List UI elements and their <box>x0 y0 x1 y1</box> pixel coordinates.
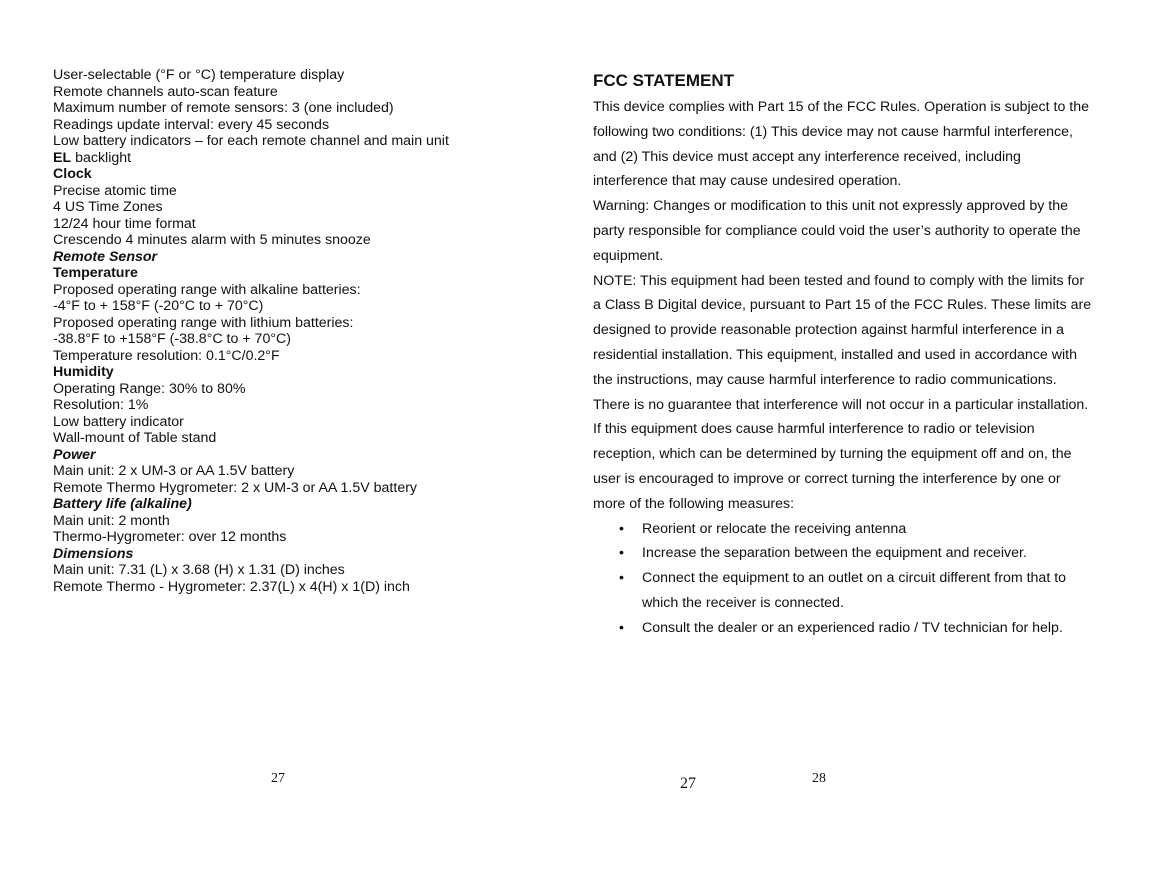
spec-heading: Remote Sensor <box>53 248 158 265</box>
spec-line: Proposed operating range with lithium batteries: <box>53 314 354 331</box>
fcc-statement <box>593 70 1092 641</box>
spec-heading: Temperature <box>53 265 138 281</box>
spec-line: Temperature resolution: 0.1°C/0.2°F <box>53 347 280 364</box>
spec-line: Main unit: 2 month <box>53 512 170 529</box>
fcc-text-line: and (2) This device must accept any interference received, including <box>593 148 1021 165</box>
fcc-text-line: more of the following measures: <box>593 495 795 512</box>
fcc-text-line: user is encouraged to improve or correct turning the interference by one or <box>593 470 1061 487</box>
spec-el-suffix: backlight <box>71 149 132 166</box>
fcc-text-line: There is no guarantee that interference will not occur in a particular installation. <box>593 396 1089 413</box>
spec-line: Maximum number of remote sensors: 3 (one included) <box>53 100 394 116</box>
spec-line: Crescendo 4 minutes alarm with 5 minutes snooze <box>53 232 371 248</box>
bullet-icon: • <box>619 570 624 587</box>
spec-line: 12/24 hour time format <box>53 215 196 232</box>
bullet-icon: • <box>619 619 624 636</box>
fcc-text-line: residential installation. This equipment, installed and used in accordance with <box>593 346 1077 363</box>
specifications-list <box>53 67 553 595</box>
fcc-text-line: following two conditions: (1) This device may not cause harmful interference, <box>593 123 1073 140</box>
fcc-text-line: equipment. <box>593 247 664 264</box>
page-number-center: 27 <box>680 775 696 792</box>
spec-line: Thermo-Hygrometer: over 12 months <box>53 529 287 545</box>
spec-line: Low battery indicator <box>53 413 184 430</box>
fcc-text-line: the instructions, may cause harmful interference to radio communications. <box>593 371 1057 388</box>
fcc-measure-text: which the receiver is connected. <box>642 594 844 611</box>
fcc-measure-text: Consult the dealer or an experienced radio / TV technician for help. <box>642 619 1063 636</box>
fcc-text-line: party responsible for compliance could void the user’s authority to operate the <box>593 222 1081 239</box>
fcc-text-line: NOTE: This equipment had been tested and found to comply with the limits for <box>593 272 1085 289</box>
spec-heading: Power <box>53 446 96 463</box>
fcc-body <box>593 95 1092 517</box>
spec-line: Remote channels auto-scan feature <box>53 83 278 100</box>
fcc-text-line: interference that may cause undesired operation. <box>593 173 902 190</box>
spec-line: Resolution: 1% <box>53 397 149 413</box>
fcc-title: FCC STATEMENT <box>593 71 735 90</box>
bullet-icon: • <box>619 520 624 537</box>
spec-line-backlight <box>53 150 553 167</box>
spec-line: Proposed operating range with alkaline batteries: <box>53 281 361 298</box>
fcc-text-line: Warning: Changes or modification to this unit not expressly approved by the <box>593 198 1069 215</box>
spec-line: Readings update interval: every 45 seconds <box>53 116 330 133</box>
page-number-left: 27 <box>271 771 285 786</box>
fcc-measure-item <box>593 541 1073 566</box>
spec-line: Main unit: 7.31 (L) x 3.68 (H) x 1.31 (D) inches <box>53 562 345 578</box>
fcc-measure-text: Reorient or relocate the receiving antenna <box>642 520 907 537</box>
fcc-measure-text: Connect the equipment to an outlet on a circuit different from that to <box>642 570 1067 587</box>
left-page <box>0 0 577 892</box>
fcc-text-line: If this equipment does cause harmful interference to radio or television <box>593 421 1035 438</box>
fcc-text-line: designed to provide reasonable protection against harmful interference in a <box>593 322 1064 339</box>
fcc-text-line: a Class B Digital device, pursuant to Part 15 of the FCC Rules. These limits are <box>593 297 1092 314</box>
fcc-measure-text: Increase the separation between the equipment and receiver. <box>642 545 1027 562</box>
spec-line: Remote Thermo Hygrometer: 2 x UM-3 or AA 1.5V battery <box>53 479 418 496</box>
spec-line: -4°F to + 158°F (-20°C to + 70°C) <box>53 298 264 314</box>
spec-line: Main unit: 2 x UM-3 or AA 1.5V battery <box>53 463 295 479</box>
spec-heading: Battery life (alkaline) <box>53 496 192 512</box>
fcc-measure-item <box>593 566 1073 616</box>
spec-line: User-selectable (°F or °C) temperature display <box>53 67 345 83</box>
fcc-text-line: This device complies with Part 15 of the FCC Rules. Operation is subject to the <box>593 99 1089 115</box>
fcc-measure-item <box>593 517 1073 542</box>
spec-line: -38.8°F to +158°F (-38.8°C to + 70°C) <box>53 331 291 347</box>
spec-line: Wall-mount of Table stand <box>53 430 217 446</box>
fcc-text-line: reception, which can be determined by turning the equipment off and on, the <box>593 446 1072 463</box>
spec-line: Low battery indicators – for each remote channel and main unit <box>53 133 449 149</box>
page-number-right: 28 <box>812 771 826 786</box>
spec-line: 4 US Time Zones <box>53 199 163 215</box>
bullet-icon: • <box>619 545 624 562</box>
spec-line: Precise atomic time <box>53 182 177 199</box>
right-page <box>577 0 1155 892</box>
spec-heading: Humidity <box>53 364 114 380</box>
spec-el-label: EL <box>53 149 72 166</box>
spec-heading: Dimensions <box>53 545 134 562</box>
spec-line: Operating Range: 30% to 80% <box>53 380 246 397</box>
spec-heading: Clock <box>53 166 92 182</box>
fcc-measure-item <box>593 616 1073 641</box>
fcc-measures-list <box>593 517 1073 641</box>
spec-line: Remote Thermo - Hygrometer: 2.37(L) x 4(H) x 1(D) inch <box>53 578 410 595</box>
